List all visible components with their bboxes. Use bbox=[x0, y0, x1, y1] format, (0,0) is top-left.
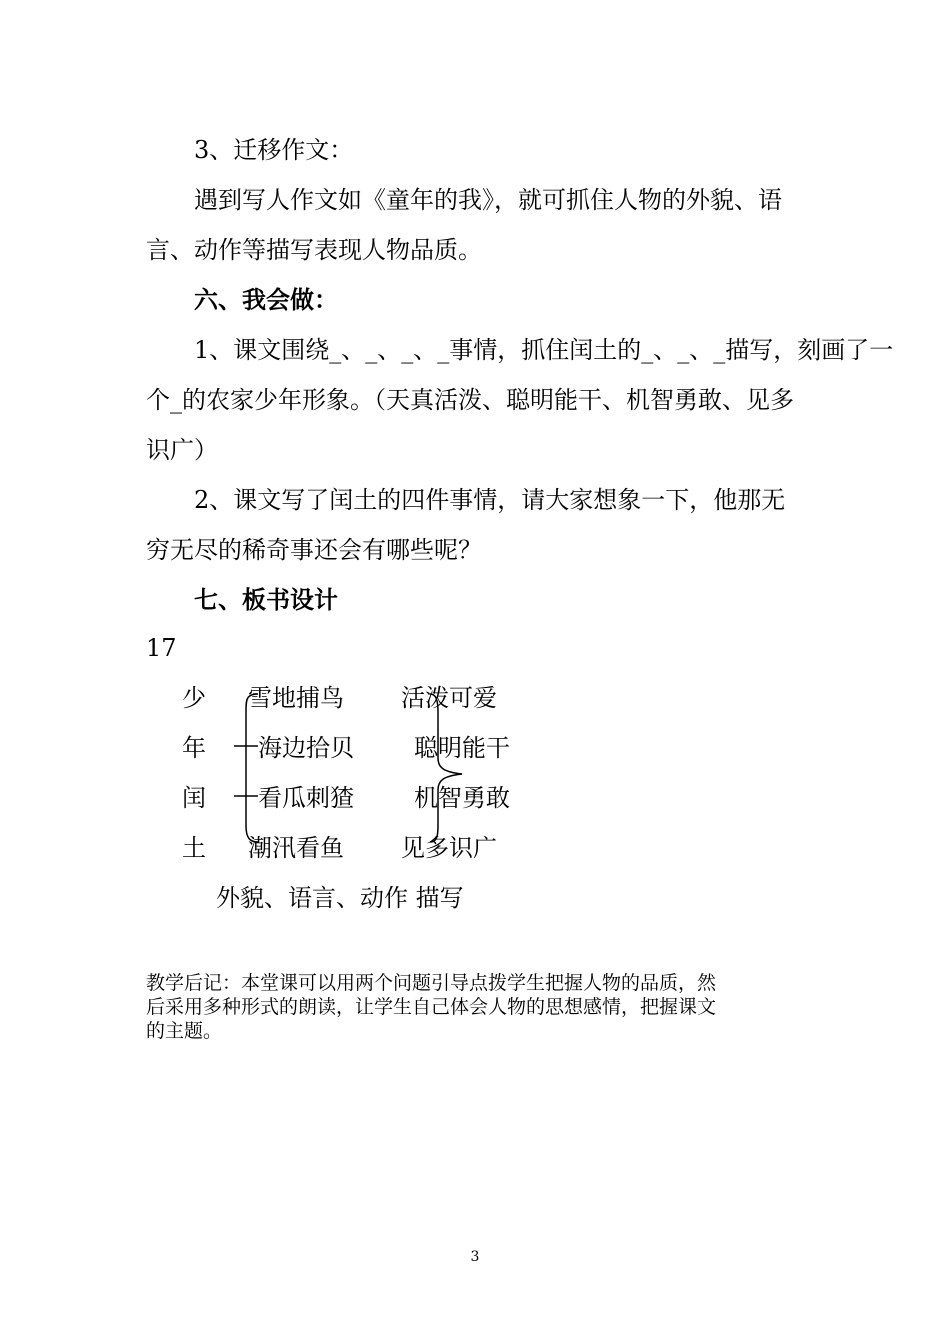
section-3-heading: 3、迁移作文： bbox=[194, 136, 354, 164]
question-1-line-1: 1、课文围绕_、_、_、_事情，抓住闰土的_、_、_描写，刻画了一 bbox=[194, 336, 894, 364]
title-char-4: 土 bbox=[182, 834, 206, 862]
postscript-line-1: 教学后记：本堂课可以用两个问题引导点拨学生把握人物的品质，然 bbox=[146, 972, 717, 994]
question-2-line-2: 穷无尽的稀奇事还会有哪些呢？ bbox=[146, 536, 482, 564]
question-1-line-2: 个_的农家少年形象。（天真活泼、聪明能干、机智勇敢、见多 bbox=[146, 386, 794, 414]
trait-4: 见多识广 bbox=[401, 834, 497, 862]
question-1-line-3: 识广） bbox=[146, 436, 218, 464]
postscript-line-3: 的主题。 bbox=[146, 1020, 223, 1042]
section-3-paragraph-line-2: 言、动作等描写表现人物品质。 bbox=[146, 236, 482, 264]
section-6-heading: 六、我会做： bbox=[194, 286, 338, 314]
trait-3: 机智勇敢 bbox=[414, 784, 510, 812]
title-char-1: 少 bbox=[182, 684, 206, 712]
title-char-3: 闰 bbox=[182, 784, 206, 812]
page-number: 3 bbox=[470, 1249, 480, 1265]
section-7-heading: 七、板书设计 bbox=[194, 586, 338, 614]
event-3: 看瓜刺猹 bbox=[258, 784, 354, 812]
event-1: 雪地捕鸟 bbox=[248, 684, 344, 712]
trait-1: 活泼可爱 bbox=[401, 684, 497, 712]
postscript-line-2: 后采用多种形式的朗读，让学生自己体会人物的思想感情，把握课文 bbox=[146, 996, 717, 1018]
right-brace bbox=[430, 694, 462, 842]
section-3-paragraph-line-1: 遇到写人作文如《童年的我》，就可抓住人物的外貌、语 bbox=[194, 186, 782, 214]
lesson-number: 17 bbox=[146, 634, 177, 662]
left-brace bbox=[246, 694, 258, 842]
description-methods: 外貌、语言、动作 描写 bbox=[216, 884, 464, 912]
question-2-line-1: 2、课文写了闰土的四件事情，请大家想象一下，他那无 bbox=[194, 486, 786, 514]
title-char-2: 年 bbox=[182, 734, 206, 762]
trait-2: 聪明能干 bbox=[414, 734, 510, 762]
event-4: 潮汛看鱼 bbox=[248, 834, 344, 862]
event-2: 海边拾贝 bbox=[258, 734, 354, 762]
